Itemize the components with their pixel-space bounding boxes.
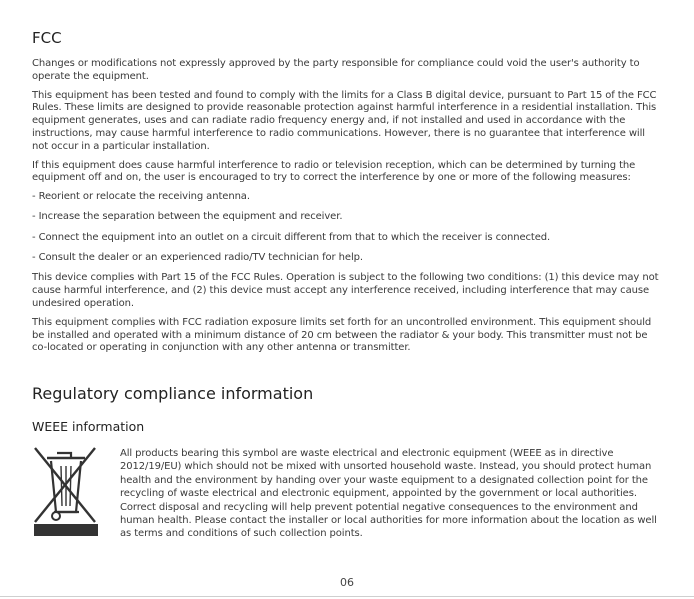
- fcc-measure-item: - Reorient or relocate the receiving antenna.: [32, 191, 250, 203]
- bottom-divider: [0, 596, 694, 597]
- weee-description: All products bearing this symbol are waste electrical and electronic equipment (WEEE as in directive 2012/19/EU) which should not be mixed with unsorted household waste. Instead, you should protect human health and the environment by handing over your waste equipment to a designated collection point for the recycling of waste electrical and electronic equipment, appointed by the government or local authorities. Correct disposal and recycling will help prevent potential negative consequences to the environment and human health. Please contact the installer or local authorities for more information about the location as well as terms and conditions of such collection points.: [120, 448, 657, 540]
- fcc-class-b-statement: This equipment has been tested and found to comply with the limits for a Class B digital device, pursuant to Part 15 of the FCC Rules. These limits are designed to provide reasonable protection against harmful interference in a residential installation. This equipment generates, uses and can radiate radio frequency energy and, if not installed and used in accordance with the instructions, may cause harmful interference to radio communications. However, there is no guarantee that interference will not occur in a particular installation.: [32, 89, 657, 152]
- fcc-heading: FCC: [32, 29, 62, 47]
- fcc-part15-conditions: This device complies with Part 15 of the FCC Rules. Operation is subject to the following two conditions: (1) this device may not cause harmful interference, and (2) this device must accept any interference received, including interference that may cause undesired operation.: [32, 272, 659, 309]
- fcc-measure-item: - Increase the separation between the equipment and receiver.: [32, 211, 343, 223]
- fcc-measure-item: - Consult the dealer or an experienced radio/TV technician for help.: [32, 252, 363, 264]
- fcc-interference-intro: If this equipment does cause harmful interference to radio or television reception, which can be determined by turning the equipment off and on, the user is encouraged to try to correct the interference by one or more of the following measures:: [32, 159, 636, 184]
- fcc-section: [32, 58, 660, 361]
- regulatory-heading: Regulatory compliance information: [32, 384, 314, 403]
- fcc-radiation-exposure: This equipment complies with FCC radiation exposure limits set forth for an uncontrolled environment. This equipment should be installed and operated with a minimum distance of 20 cm between the radiator & your body. This transmitter must not be co-located or operating in conjunction with any other antenna or transmitter.: [32, 316, 652, 354]
- crossed-out-wheelie-bin-icon: [30, 446, 100, 538]
- fcc-modification-warning: Changes or modifications not expressly approved by the party responsible for compliance could void the user's authority to operate the equipment.: [32, 58, 640, 82]
- page-number: 06: [340, 576, 354, 589]
- weee-heading: WEEE information: [32, 419, 145, 434]
- fcc-measure-item: - Connect the equipment into an outlet on a circuit different from that to which the receiver is connected.: [32, 231, 551, 243]
